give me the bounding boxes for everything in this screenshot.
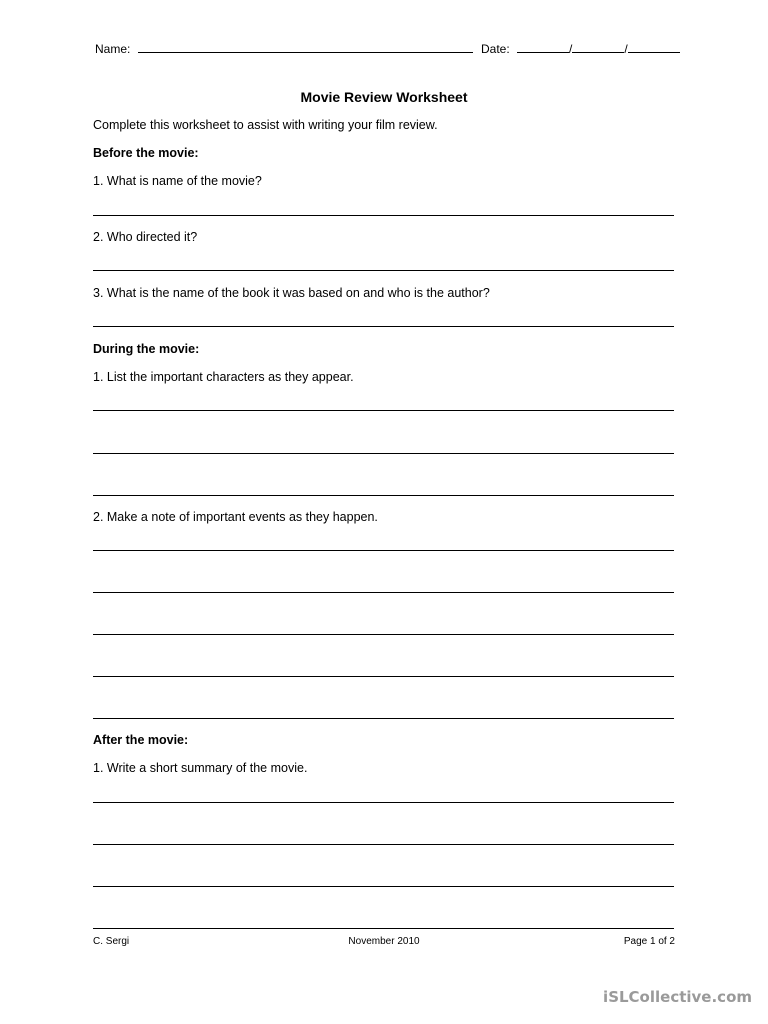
- footer-date: November 2010: [348, 936, 420, 947]
- answer-line: [93, 215, 674, 216]
- answer-line: [93, 886, 674, 887]
- answer-line: [93, 326, 674, 327]
- name-blank: [138, 42, 473, 53]
- answer-line: [93, 550, 674, 551]
- question-before-2: 2. Who directed it?: [93, 230, 198, 244]
- date-separator: /: [624, 42, 628, 56]
- name-field: [95, 42, 473, 56]
- question-before-3: 3. What is the name of the book it was based on and who is the author?: [93, 286, 490, 300]
- answer-line: [93, 410, 674, 411]
- name-label: Name:: [95, 42, 131, 56]
- answer-line: [93, 270, 674, 271]
- question-during-1: 1. List the important characters as they appear.: [93, 370, 354, 384]
- date-blank-year: [628, 42, 680, 53]
- question-during-2: 2. Make a note of important events as they happen.: [93, 510, 378, 524]
- intro-text: Complete this worksheet to assist with writing your film review.: [93, 118, 438, 132]
- footer-page-number: Page 1 of 2: [623, 936, 675, 947]
- answer-line: [93, 928, 674, 929]
- footer-author: C. Sergi: [93, 936, 130, 947]
- answer-line: [93, 592, 674, 593]
- date-field: [481, 42, 680, 56]
- answer-line: [93, 718, 674, 719]
- question-before-1: 1. What is name of the movie?: [93, 174, 262, 188]
- section-heading-before: Before the movie:: [93, 146, 199, 160]
- answer-line: [93, 495, 674, 496]
- watermark-logo: iSLCollective.com: [603, 988, 752, 1006]
- answer-line: [93, 453, 674, 454]
- answer-line: [93, 844, 674, 845]
- date-label: Date:: [481, 42, 510, 56]
- date-blank-month: [517, 42, 569, 53]
- question-after-1: 1. Write a short summary of the movie.: [93, 761, 308, 775]
- section-heading-during: During the movie:: [93, 342, 200, 356]
- page-title: Movie Review Worksheet: [300, 89, 468, 105]
- date-blank-day: [572, 42, 624, 53]
- date-separator: /: [569, 42, 573, 56]
- answer-line: [93, 634, 674, 635]
- answer-line: [93, 676, 674, 677]
- answer-line: [93, 802, 674, 803]
- section-heading-after: After the movie:: [93, 733, 189, 747]
